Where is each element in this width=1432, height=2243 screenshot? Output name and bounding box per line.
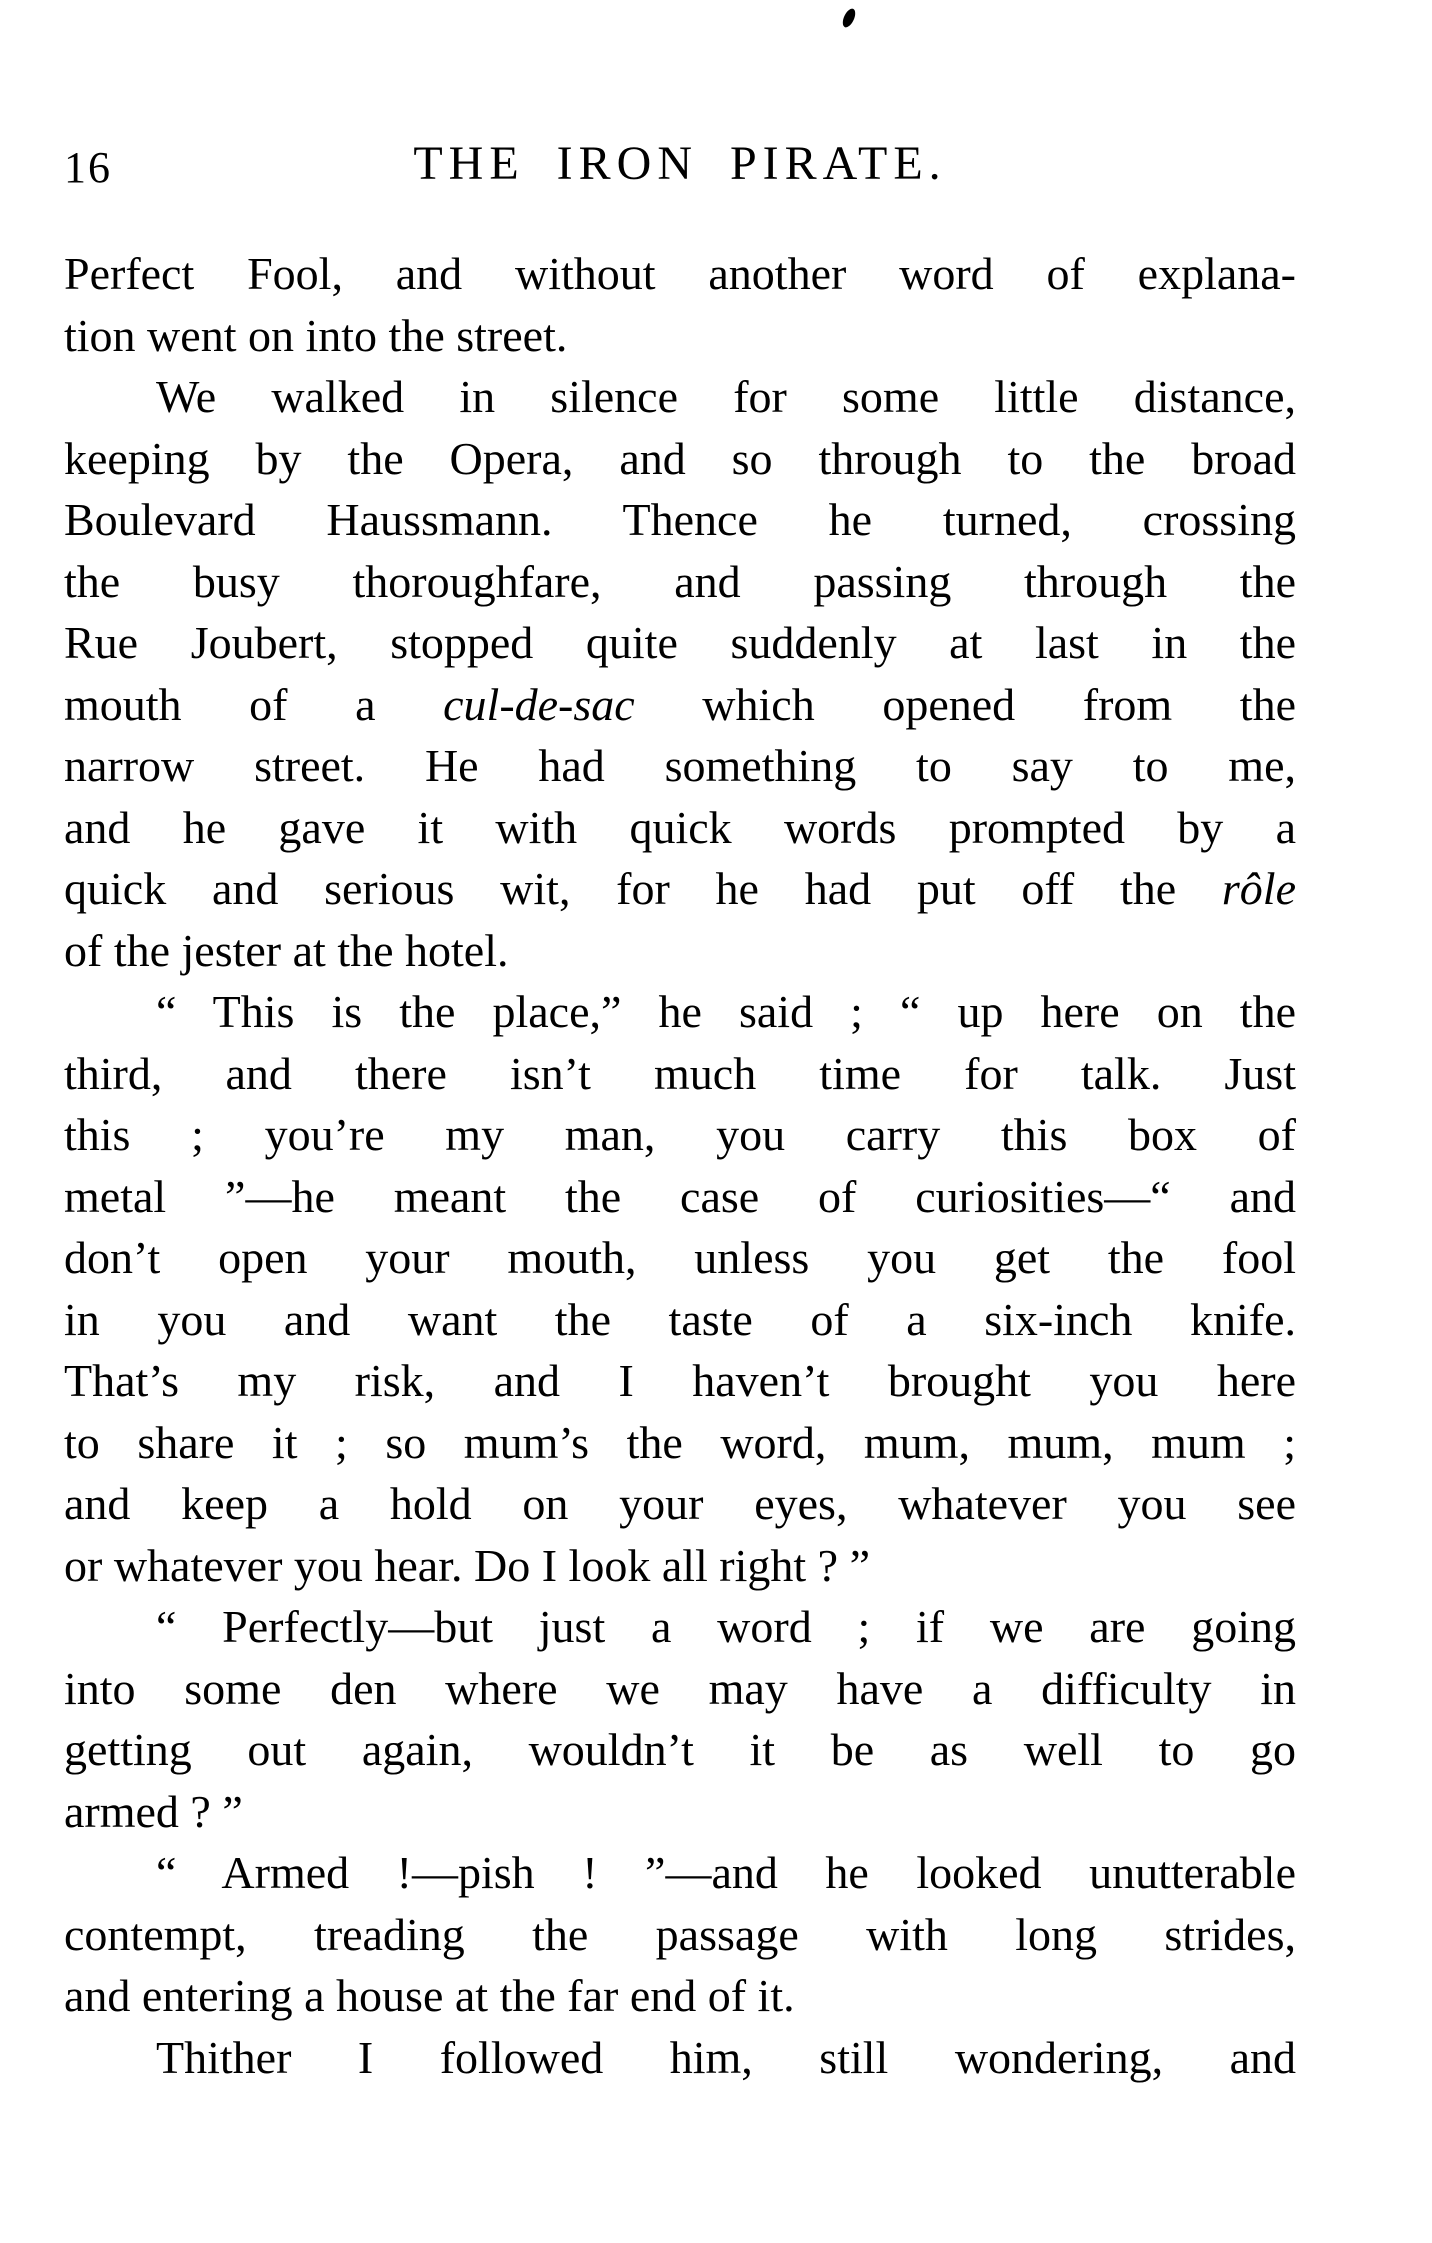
text-segment: keeping by the Opera, and so through to the broad [64,432,1296,484]
text-line [64,1166,1296,1228]
text-line [64,858,1296,920]
text-segment: metal ”—he meant the case of curiosities—“ and [64,1170,1296,1222]
text-line [64,1227,1296,1289]
text-line [64,920,1296,982]
text-line [64,612,1296,674]
text-line [64,2027,1296,2089]
text-segment: “ Perfectly—but just a word ; if we are going [156,1601,1296,1652]
text-segment: Perfect Fool, and without another word of explana- [64,248,1296,299]
text-segment: this ; you’re my man, you carry this box of [64,1109,1296,1160]
text-line [64,1904,1296,1966]
text-segment: and keep a hold on your eyes, whatever you see [64,1478,1296,1529]
text-segment: to share it ; so mum’s the word, mum, mum, mum ; [64,1416,1296,1468]
text-line [64,1965,1296,2027]
text-segment: of the jester at the hotel. [64,924,509,976]
text-line [64,243,1296,305]
text-line [64,1289,1296,1351]
text-line [64,305,1296,367]
text-segment: the busy thoroughfare, and passing through the [64,555,1296,607]
text-segment: We walked in silence for some little distance, [156,371,1296,422]
text-line [64,1043,1296,1105]
text-line [64,1350,1296,1412]
text-segment: mouth of a [64,678,444,730]
text-segment: and he gave it with quick words prompted by a [64,801,1296,853]
text-line [64,1412,1296,1474]
running-head [64,136,1296,192]
text-line [64,1104,1296,1166]
text-segment: third, and there isn’t much time for talk. Just [64,1047,1296,1099]
text-segment: in you and want the taste of a six-inch knife. [64,1293,1296,1345]
text-segment: “ Armed !—pish ! ”—and he looked unutterable [156,1847,1296,1898]
text-line [64,366,1296,428]
text-line [64,1658,1296,1720]
text-segment: Boulevard Haussmann. Thence he turned, crossing [64,494,1296,545]
text-column [64,243,1296,2088]
ink-speck [840,7,858,29]
italic-text: cul-de-sac [443,678,635,730]
text-line [64,1473,1296,1535]
text-segment: getting out again, wouldn’t it be as well to go [64,1724,1296,1775]
text-line [64,489,1296,551]
page-number: 16 [64,143,112,192]
text-segment: narrow street. He had something to say to me, [64,740,1296,791]
text-line [64,1781,1296,1843]
text-line [64,735,1296,797]
text-segment: which opened from the [634,678,1296,730]
text-segment: don’t open your mouth, unless you get the fool [64,1232,1296,1283]
text-segment: quick and serious wit, for he had put off the [64,863,1222,914]
italic-text: rôle [1221,863,1296,914]
text-segment: armed ? ” [64,1785,243,1837]
text-segment: into some den where we may have a difficulty in [64,1662,1296,1714]
text-line [64,551,1296,613]
text-segment: and entering a house at the far end of it. [64,1970,795,2021]
text-segment: That’s my risk, and I haven’t brought you here [64,1355,1296,1406]
text-segment: Thither I followed him, still wondering, and [156,2031,1296,2083]
text-line [64,428,1296,490]
text-line [64,797,1296,859]
text-segment: or whatever you hear. Do I look all right ? ” [64,1539,871,1591]
text-line [64,674,1296,736]
text-line [64,1596,1296,1658]
text-line [64,981,1296,1043]
text-segment: contempt, treading the passage with long strides, [64,1908,1296,1960]
text-line [64,1719,1296,1781]
text-segment: tion went on into the street. [64,309,568,361]
text-line [64,1535,1296,1597]
text-segment: Rue Joubert, stopped quite suddenly at last in the [64,617,1296,668]
running-title: THE IRON PIRATE. [413,137,947,190]
text-line [64,1842,1296,1904]
text-segment: “ This is the place,” he said ; “ up here on the [156,986,1296,1037]
